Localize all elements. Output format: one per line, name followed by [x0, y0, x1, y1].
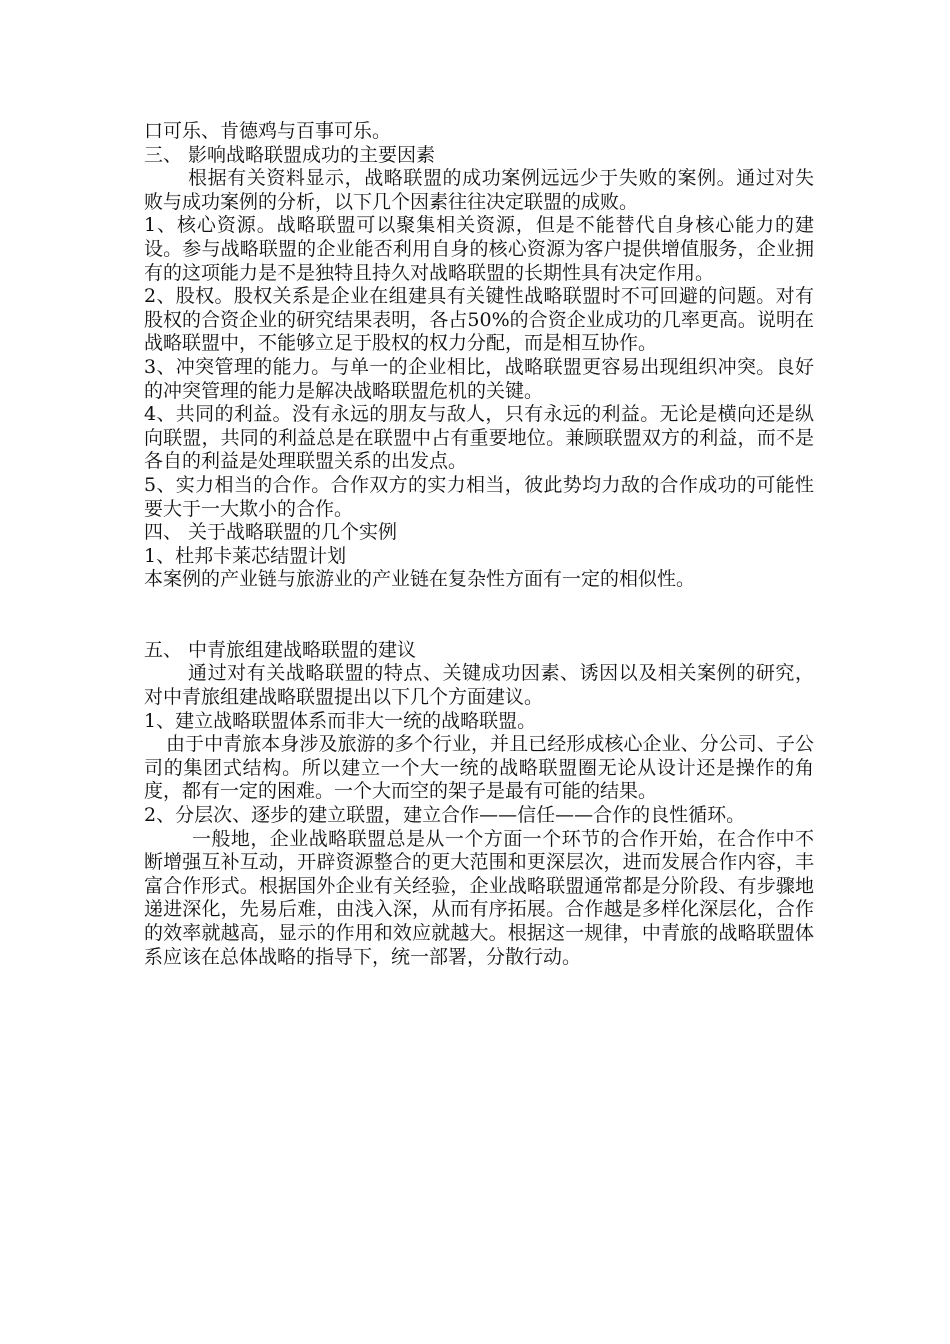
example-title: 1、杜邦卡莱芯结盟计划	[144, 544, 347, 567]
suggestion-2-body: 一般地，企业战略联盟总是从一个方面一个环节的合作开始，在合作中不断增强互补互动，开辟资源整合的更大范围和更深层次，进而发展合作内容，丰富合作形式。根据国外企业有关经验，企业战略联盟通常都是分阶段、有步骤地递进深化，先易后难，由浅入深，从而有序拓展。合作越是多样化深层化，合作的效率就越高，显示的作用和效应就越大。根据这一规律，中青旅的战略联盟体系应该在总体战略的指导下，统一部署，分散行动。	[144, 827, 814, 968]
paragraph-continuation: 口可乐、肯德鸡与百事可乐。	[144, 120, 392, 142]
suggestion-1-body: 由于中青旅本身涉及旅游的多个行业，并且已经形成核心企业、分公司、子公司的集团式结构。所以建立一个大一统的战略联盟圈无论从设计还是操作的角度，都有一定的困难。一个大而空的架子是最有可能的结果。	[144, 733, 814, 803]
paragraph-intro-factors: 根据有关资料显示，战略联盟的成功案例远远少于失败的案例。通过对失败与成功案例的分析，以下几个因素往往决定联盟的成败。	[144, 167, 814, 213]
suggestion-2-title: 2、分层次、逐步的建立联盟，建立合作——信任——合作的良性循环。	[144, 804, 746, 827]
factor-equity: 2、股权。股权关系是企业在组建具有关键性战略联盟时不可回避的问题。对有股权的合资企业的研究结果表明，各占50%的合资企业成功的几率更高。说明在战略联盟中，不能够立足于股权的权力分配，而是相互协作。	[144, 285, 814, 355]
factor-conflict-management: 3、冲突管理的能力。与单一的企业相比，战略联盟更容易出现组织冲突。良好的冲突管理的能力是解决战略联盟危机的关键。	[144, 355, 814, 402]
example-description: 本案例的产业链与旅游业的产业链在复杂性方面有一定的相似性。	[144, 568, 696, 591]
section-heading-5: 五、 中青旅组建战略联盟的建议	[144, 638, 417, 661]
factor-equal-strength: 5、实力相当的合作。合作双方的实力相当，彼此势均力敌的合作成功的可能性要大于一大欺小的合作。	[144, 473, 814, 520]
factor-core-resources: 1、核心资源。战略联盟可以聚集相关资源，但是不能替代自身核心能力的建设。参与战略联盟的企业能否利用自身的核心资源为客户提供增值服务，企业拥有的这项能力是不是独特且持久对战略联盟的长期性具有决定作用。	[144, 214, 814, 284]
document-body	[144, 120, 814, 969]
suggestion-1-title: 1、建立战略联盟体系而非大一统的战略联盟。	[144, 709, 537, 732]
paragraph-suggestions-intro: 通过对有关战略联盟的特点、关键成功因素、诱因以及相关案例的研究，对中青旅组建战略联盟提出以下几个方面建议。	[144, 662, 814, 709]
section-heading-3: 三、 影响战略联盟成功的主要因素	[144, 143, 436, 166]
factor-common-interest: 4、共同的利益。没有永远的朋友与敌人，只有永远的利益。无论是横向还是纵向联盟，共同的利益总是在联盟中占有重要地位。兼顾联盟双方的利益，而不是各自的利益是处理联盟关系的出发点。	[144, 403, 814, 473]
blank-gap	[144, 592, 814, 639]
section-heading-4: 四、 关于战略联盟的几个实例	[144, 521, 398, 544]
